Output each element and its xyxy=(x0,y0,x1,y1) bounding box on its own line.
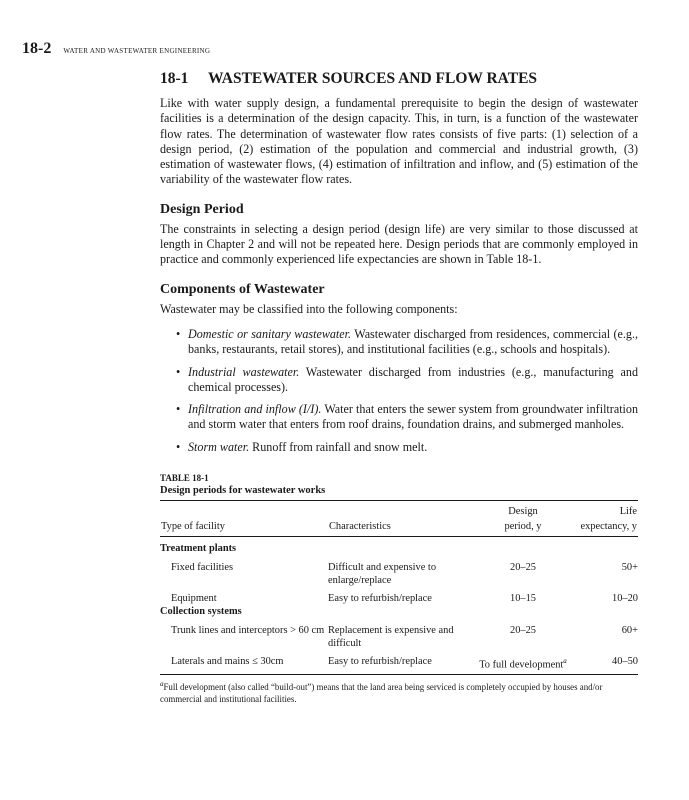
group-label-treatment-plants: Treatment plants xyxy=(160,543,237,555)
bullet-icon: • xyxy=(176,402,181,417)
table-row xyxy=(160,624,638,655)
characteristics-cell: Replacement is expensive and difficult xyxy=(328,625,454,650)
table-label: TABLE 18-1 xyxy=(160,473,209,484)
life-expectancy-cell: 10–20 xyxy=(612,593,638,605)
characteristics-cell: Easy to refurbish/replace xyxy=(328,593,432,605)
facility-type-header: Type of facility xyxy=(160,519,328,537)
bullet-icon: • xyxy=(176,364,181,379)
design-periods-table xyxy=(160,500,638,674)
table-row xyxy=(160,561,638,592)
footnote-marker: a xyxy=(563,657,567,666)
components-heading: Components of Wastewater xyxy=(160,281,325,297)
list-item xyxy=(160,440,638,455)
life-expectancy-header-line1: Life xyxy=(574,501,638,520)
design-period-paragraph: The constraints in selecting a design period (design life) are very similar to those discussed at length in Chapter 2 and will not be repeated here. Design periods that are commonly employed in practice and commonly experienced life expectancies are shown in Table 18-1. xyxy=(160,221,638,267)
facility-cell: Trunk lines and interceptors > 60 cm xyxy=(171,625,325,637)
table-footnote xyxy=(160,678,638,707)
components-intro: Wastewater may be classified into the following components: xyxy=(160,301,458,316)
list-item-term: Storm water. xyxy=(188,439,250,454)
table-block xyxy=(160,473,638,706)
characteristics-cell: Difficult and expensive to enlarge/replace xyxy=(328,562,437,587)
table-row xyxy=(160,592,638,605)
page-number: 18-2 xyxy=(22,40,52,57)
section-heading xyxy=(160,70,638,88)
table-caption: Design periods for wastewater works xyxy=(160,485,326,497)
design-period-cell xyxy=(472,655,574,674)
group-label-collection-systems: Collection systems xyxy=(160,606,242,618)
list-item-term: Infiltration and inflow (I/I). xyxy=(188,402,322,417)
design-period-header-line1: Design xyxy=(472,501,574,520)
life-expectancy-cell: 60+ xyxy=(621,625,638,637)
book-title: WATER AND WASTEWATER ENGINEERING xyxy=(63,47,211,55)
footnote-text: Full development (also called “build-out”) means that the land area being serviced is completely occupied by houses and/or commercial and institutional facilities. xyxy=(160,681,603,705)
design-period-value: To full development xyxy=(479,659,564,671)
list-item-text: Runoff from rainfall and snow melt. xyxy=(249,439,428,454)
section-intro-paragraph: Like with water supply design, a fundamental prerequisite to begin the design of wastewater facilities is a determination of the design capacity. This, in turn, is a function of the wastewater flow rates. The determination of wastewater flow rates consists of five parts: (1) selection of a design period, (2) estimation of the population and commercial and industrial growth, (3) estimation of wastewater flows, (4) estimation of infiltration and inflow, and (5) estimation of the variability of the wastewater flow rates. xyxy=(160,96,638,187)
table-row xyxy=(160,655,638,674)
design-period-heading: Design Period xyxy=(160,201,244,217)
design-period-cell: 20–25 xyxy=(510,625,536,637)
table-group-row xyxy=(160,537,638,562)
running-head xyxy=(22,40,210,58)
life-expectancy-header-line2: expectancy, y xyxy=(574,519,638,537)
list-item-text: Water that enters the sewer system from groundwater infiltration and storm water that enters from roof drains, foundation drains, and submerged manholes. xyxy=(188,402,639,432)
list-item xyxy=(160,327,638,358)
facility-cell: Equipment xyxy=(171,593,217,605)
table-header-row xyxy=(160,519,638,537)
life-expectancy-cell: 40–50 xyxy=(574,655,638,674)
components-list xyxy=(160,327,638,455)
bullet-icon: • xyxy=(176,326,181,341)
bullet-icon: • xyxy=(176,439,181,454)
page-content xyxy=(160,70,638,706)
characteristics-header: Characteristics xyxy=(328,519,472,537)
design-period-header-line2: period, y xyxy=(472,519,574,537)
list-item xyxy=(160,365,638,396)
list-item-text: Wastewater discharged from residences, commercial (e.g., banks, restaurants, retail stores), and institutional facilities (e.g., schools and hospitals). xyxy=(188,326,639,357)
footnote-mark: a xyxy=(160,679,164,688)
facility-cell: Fixed facilities xyxy=(171,562,234,574)
characteristics-cell: Easy to refurbish/replace xyxy=(328,655,472,674)
list-item-term: Domestic or sanitary wastewater. xyxy=(188,326,352,341)
design-period-cell: 10–15 xyxy=(510,593,536,605)
design-period-cell: 20–25 xyxy=(510,562,536,574)
table-header-row xyxy=(160,501,638,520)
table-group-row xyxy=(160,605,638,624)
life-expectancy-cell: 50+ xyxy=(621,562,638,574)
list-item-text: Wastewater discharged from industries (e.g., manufacturing and chemical processes). xyxy=(188,364,638,394)
section-number: 18-1 xyxy=(160,70,189,87)
facility-cell: Laterals and mains ≤ 30cm xyxy=(160,655,328,674)
list-item xyxy=(160,402,638,433)
section-title: WASTEWATER SOURCES AND FLOW RATES xyxy=(208,70,538,87)
list-item-term: Industrial wastewater. xyxy=(188,364,300,379)
